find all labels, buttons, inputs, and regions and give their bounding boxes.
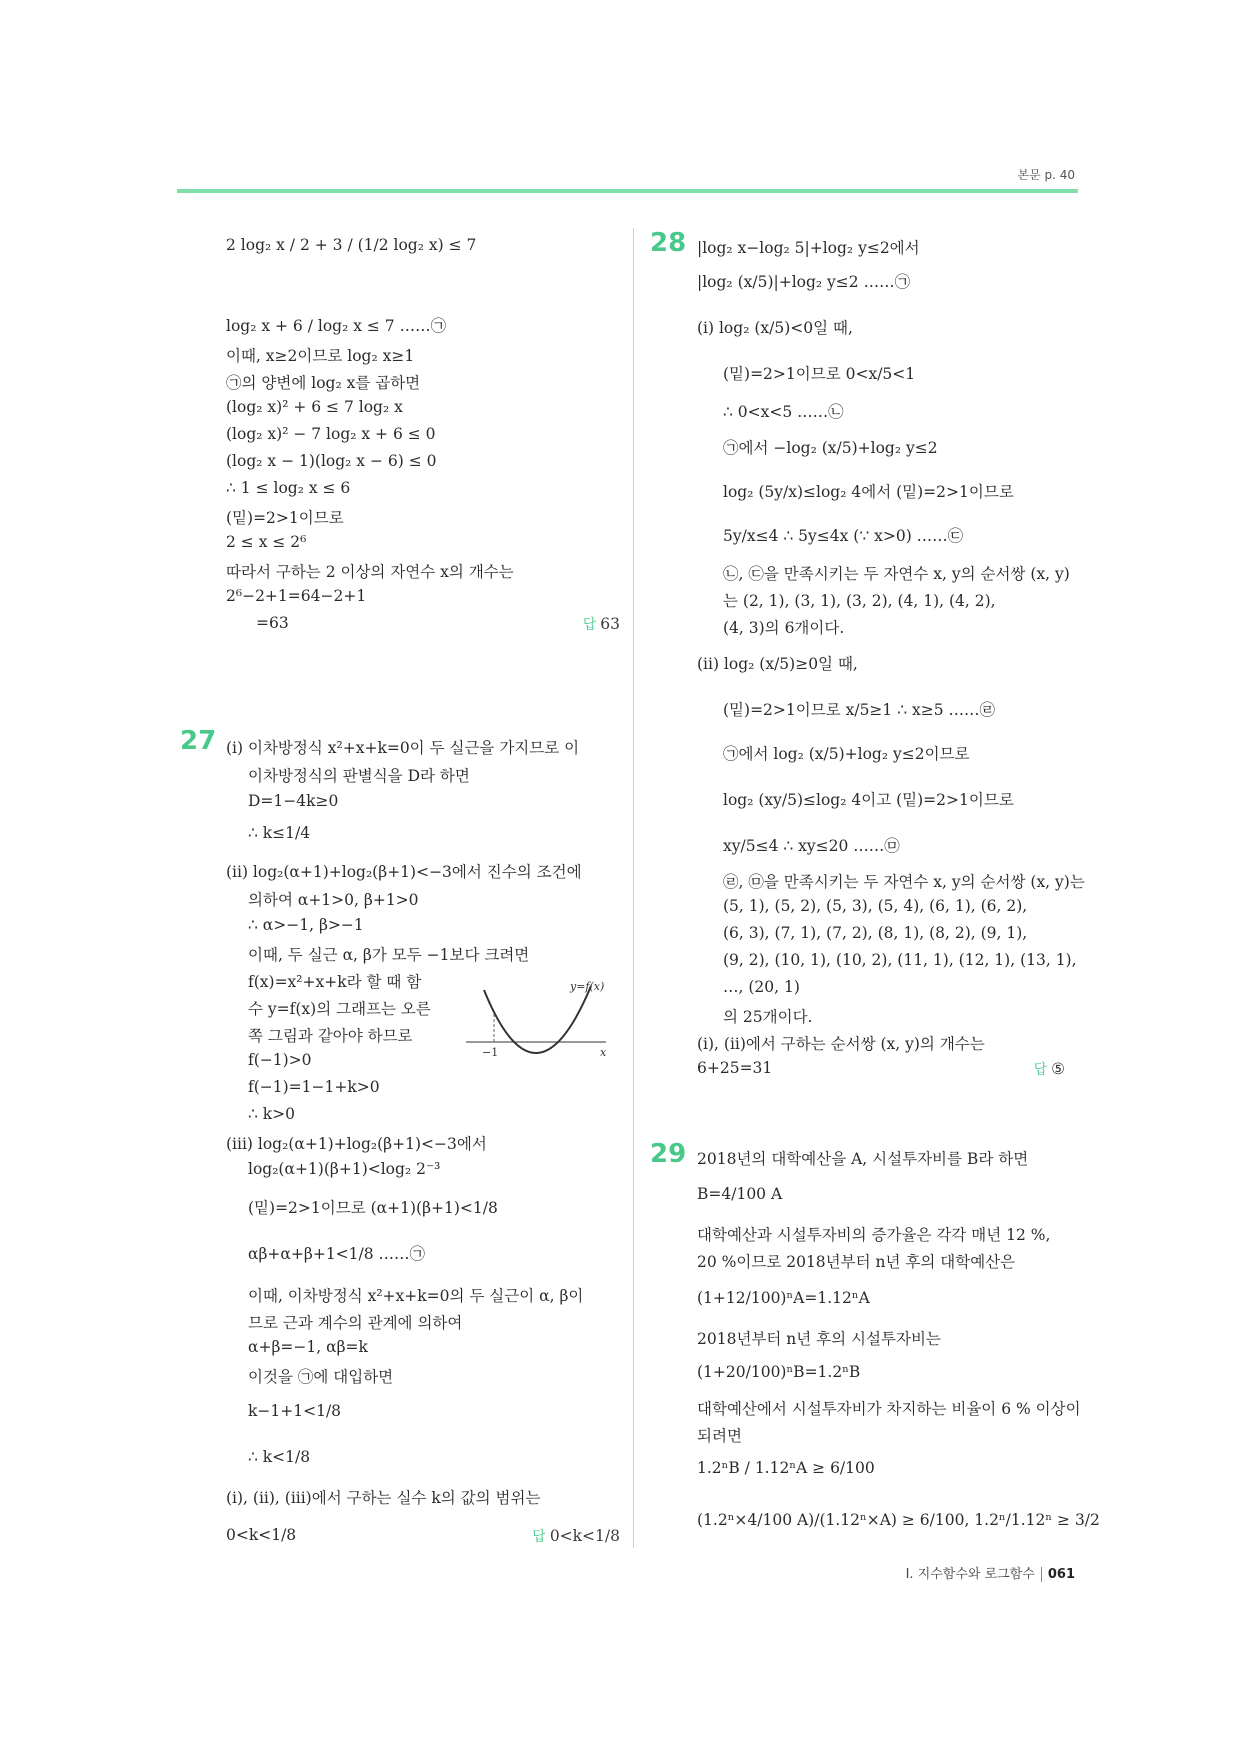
answer <box>1034 1059 1065 1079</box>
text-line: log₂ (5y/x)≤log₂ 4에서 (밑)=2>1이므로 <box>723 483 1014 501</box>
text-line: (밑)=2>1이므로 x/5≥1 ∴ x≥5 ……㉣ <box>723 701 996 719</box>
text-line: 2 ≤ x ≤ 2⁶ <box>226 533 307 551</box>
text-line: (1.2ⁿ×4/100 A)/(1.12ⁿ×A) ≥ 6/100, 1.2ⁿ/1.12ⁿ ≥ 3/2 <box>697 1511 1100 1529</box>
text-line: (i) 이차방정식 x²+x+k=0이 두 실근을 가지므로 이 <box>226 739 580 757</box>
text-line: B=4/100 A <box>697 1185 783 1203</box>
text-line: 2018년부터 n년 후의 시설투자비는 <box>697 1330 941 1348</box>
text-line: 이차방정식의 판별식을 D라 하면 <box>248 767 470 785</box>
text-line: ∴ α>−1, β>−1 <box>248 916 364 934</box>
text-line: 따라서 구하는 2 이상의 자연수 x의 개수는 <box>226 563 514 581</box>
text-line: 이때, x≥2이므로 log₂ x≥1 <box>226 347 415 365</box>
text-line: ㉣, ㉤을 만족시키는 두 자연수 x, y의 순서쌍 (x, y)는 <box>723 873 1085 891</box>
problem-number-29: 29 <box>650 1139 687 1169</box>
text-line: (1+12/100)ⁿA=1.12ⁿA <box>697 1289 870 1307</box>
text-line: log₂(α+1)(β+1)<log₂ 2⁻³ <box>248 1160 441 1178</box>
graph-func-label: y=f(x) <box>570 980 605 993</box>
text-line: ㉠에서 −log₂ (x/5)+log₂ y≤2 <box>723 439 938 457</box>
text-line: ∴ k<1/8 <box>248 1448 311 1466</box>
text-line: xy/5≤4 ∴ xy≤20 ……㉤ <box>723 837 900 855</box>
text-line: 대학예산과 시설투자비의 증가율은 각각 매년 12 %, <box>697 1226 1051 1244</box>
text-line: (4, 3)의 6개이다. <box>723 619 845 637</box>
graph-x-label: x <box>600 1046 607 1059</box>
text-line: (i), (ii)에서 구하는 순서쌍 (x, y)의 개수는 <box>697 1035 985 1053</box>
text-line: 6+25=31 <box>697 1059 773 1077</box>
chapter-title: Ⅰ. 지수함수와 로그함수 <box>905 1567 1035 1582</box>
text-line: 2 log₂ x / 2 + 3 / (1/2 log₂ x) ≤ 7 <box>226 236 477 254</box>
text-line: 5y/x≤4 ∴ 5y≤4x (∵ x>0) ……㉢ <box>723 527 964 545</box>
text-line: (log₂ x − 1)(log₂ x − 6) ≤ 0 <box>226 452 437 470</box>
column-divider <box>633 228 634 1548</box>
text-line: log₂ x + 6 / log₂ x ≤ 7 ……㉠ <box>226 317 447 335</box>
answer-label: 답 <box>532 1529 546 1545</box>
text-line: 20 %이므로 2018년부터 n년 후의 대학예산은 <box>697 1253 1016 1271</box>
text-line: ㉠의 양변에 log₂ x를 곱하면 <box>226 374 421 392</box>
text-line: ∴ 1 ≤ log₂ x ≤ 6 <box>226 479 351 497</box>
text-line: |log₂ (x/5)|+log₂ y≤2 ……㉠ <box>697 273 911 291</box>
text-line: (밑)=2>1이므로 <box>226 509 344 527</box>
text-line: (i), (ii), (iii)에서 구하는 실수 k의 값의 범위는 <box>226 1489 541 1507</box>
text-line: D=1−4k≥0 <box>248 792 339 810</box>
text-line: 2⁶−2+1=64−2+1 <box>226 587 367 605</box>
text-line: k−1+1<1/8 <box>248 1402 342 1420</box>
text-line: α+β=−1, αβ=k <box>248 1338 368 1356</box>
answer-label: 답 <box>1033 1062 1048 1078</box>
header-rule <box>177 189 1078 193</box>
text-line: 이때, 이차방정식 x²+x+k=0의 두 실근이 α, β이 <box>248 1287 584 1305</box>
text-line: f(x)=x²+x+k라 할 때 함 <box>248 973 422 991</box>
text-line: (ii) log₂(α+1)+log₂(β+1)<−3에서 진수의 조건에 <box>226 863 582 881</box>
parabola-graph <box>466 978 616 1078</box>
text-line: ∴ 0<x<5 ……㉡ <box>723 403 844 421</box>
text-line: log₂ (xy/5)≤log₂ 4이고 (밑)=2>1이므로 <box>723 791 1014 809</box>
text-line: (1+20/100)ⁿB=1.2ⁿB <box>697 1363 861 1381</box>
answer <box>583 614 620 634</box>
text-line: 되려면 <box>697 1427 742 1445</box>
answer-value: ⑤ <box>1051 1060 1065 1078</box>
page-number: 061 <box>1041 1567 1075 1582</box>
problem-number-28: 28 <box>650 228 687 258</box>
text-line: 이때, 두 실근 α, β가 모두 −1보다 크려면 <box>248 946 530 964</box>
text-line: (log₂ x)² − 7 log₂ x + 6 ≤ 0 <box>226 425 436 443</box>
text-line: …, (20, 1) <box>723 978 800 996</box>
problem-number-27: 27 <box>180 726 217 756</box>
text-line: (밑)=2>1이므로 0<x/5<1 <box>723 365 916 383</box>
text-line: f(−1)>0 <box>248 1051 312 1069</box>
text-line: (5, 1), (5, 2), (5, 3), (5, 4), (6, 1), (6, 2), <box>723 897 1028 915</box>
text-line: (밑)=2>1이므로 (α+1)(β+1)<1/8 <box>248 1199 498 1217</box>
header-ref: 본문 p. 40 <box>1017 168 1075 182</box>
answer <box>532 1526 620 1546</box>
text-line: ∴ k≤1/4 <box>248 824 311 842</box>
text-line: ∴ k>0 <box>248 1105 296 1123</box>
text-line: 의하여 α+1>0, β+1>0 <box>248 891 419 909</box>
text-line: αβ+α+β+1<1/8 ……㉠ <box>248 1245 426 1263</box>
text-line: (i) log₂ (x/5)<0일 때, <box>697 319 853 337</box>
parabola-curve <box>484 986 591 1053</box>
text-line: ㉠에서 log₂ (x/5)+log₂ y≤2이므로 <box>723 745 970 763</box>
text-line: (ii) log₂ (x/5)≥0일 때, <box>697 655 858 673</box>
text-line: 1.2ⁿB / 1.12ⁿA ≥ 6/100 <box>697 1459 875 1477</box>
text-line: 쪽 그림과 같아야 하므로 <box>248 1027 413 1045</box>
text-line: 0<k<1/8 <box>226 1526 297 1544</box>
graph-minus-one: −1 <box>482 1046 499 1059</box>
text-line: (9, 2), (10, 1), (10, 2), (11, 1), (12, 1), (13, 1), <box>723 951 1077 969</box>
text-line: 2018년의 대학예산을 A, 시설투자비를 B라 하면 <box>697 1150 1029 1168</box>
text-line: 의 25개이다. <box>723 1008 813 1026</box>
text-line: 므로 근과 계수의 관계에 의하여 <box>248 1314 463 1332</box>
text-line: f(−1)=1−1+k>0 <box>248 1078 380 1096</box>
text-line: 는 (2, 1), (3, 1), (3, 2), (4, 1), (4, 2), <box>723 592 996 610</box>
text-line: |log₂ x−log₂ 5|+log₂ y≤2에서 <box>697 239 920 257</box>
text-line: (log₂ x)² + 6 ≤ 7 log₂ x <box>226 398 403 416</box>
text-line: (6, 3), (7, 1), (7, 2), (8, 1), (8, 2), (9, 1), <box>723 924 1028 942</box>
answer-value: 0<k<1/8 <box>549 1527 620 1545</box>
text-line: =63 <box>256 614 289 632</box>
text-line: 수 y=f(x)의 그래프는 오른 <box>248 1000 431 1018</box>
text-line: 대학예산에서 시설투자비가 차지하는 비율이 6 % 이상이 <box>697 1400 1081 1418</box>
answer-value: 63 <box>600 615 620 633</box>
text-line: 이것을 ㉠에 대입하면 <box>248 1368 394 1386</box>
page-footer <box>906 1563 1075 1582</box>
text-line: (iii) log₂(α+1)+log₂(β+1)<−3에서 <box>226 1135 487 1153</box>
text-line: ㉡, ㉢을 만족시키는 두 자연수 x, y의 순서쌍 (x, y) <box>723 565 1070 583</box>
answer-label: 답 <box>582 617 597 633</box>
